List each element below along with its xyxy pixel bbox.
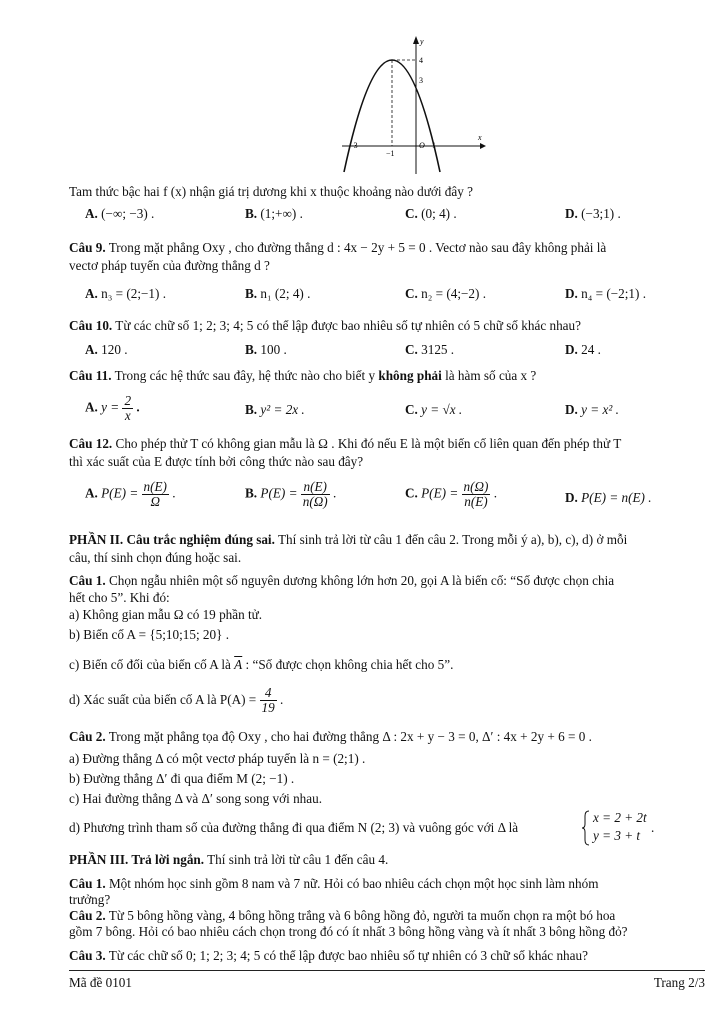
p2-c2-a: a) Đường thẳng Δ có một vectơ pháp tuyến là n = (2;1) .: [69, 751, 366, 766]
label-origin: O: [419, 141, 425, 150]
q11-stem: Câu 11. Trong các hệ thức sau đây, hệ thức nào cho biết y không phải là hàm số của x ?: [69, 368, 537, 383]
q12-option-d: D. P(E) = n(E) .: [565, 490, 652, 505]
q10-option-a: A. 120 .: [85, 342, 128, 357]
x-axis-arrow: [480, 143, 486, 149]
label-y3: 3: [419, 76, 423, 85]
part2-heading-2: câu, thí sinh chọn đúng hoặc sai.: [69, 550, 242, 565]
p2-c2-b: b) Đường thẳng Δ′ đi qua điểm M (2; −1) .: [69, 771, 295, 786]
p2-c1-d: d) Xác suất của biến cố A là P(A) = $\frac{4}{19}$ .: [69, 685, 284, 716]
q10-option-d: D. 24 .: [565, 342, 601, 357]
p3-c2-stem-2: gồm 7 bông. Hỏi có bao nhiêu cách chọn trong đó có ít nhất 3 bông hồng vàng và ít nhất 3 bông hồng đỏ?: [69, 924, 628, 939]
part2-heading-1: PHẦN II. Câu trắc nghiệm đúng sai. Thí sinh trả lời từ câu 1 đến câu 2. Trong mỗi ý a), b), c), d) ở mỗi: [69, 532, 628, 547]
p2-c1-c: c) Biến cố đối của biến cố A là $\overline{A}$ : “Số được chọn không chia hết cho 5”.: [69, 657, 454, 672]
q8-option-d: D. (−3;1) .: [565, 206, 621, 221]
p3-c1-stem-1: Câu 1. Một nhóm học sinh gồm 8 nam và 7 nữ. Hỏi có bao nhiêu cách chọn một học sinh làm nhóm: [69, 876, 599, 891]
label-xm3: -3: [351, 141, 358, 150]
q9-option-b: B. n₁ (2; 4) .: [245, 286, 311, 301]
parabola-graph: [340, 34, 490, 176]
q10-stem: Câu 10. Từ các chữ số 1; 2; 3; 4; 5 có thể lập được bao nhiêu số tự nhiên có 5 chữ số khác nhau?: [69, 318, 581, 333]
q9-option-c: C. n₂ = (4;−2) .: [405, 286, 487, 301]
p3-c1-stem-2: trưởng?: [69, 892, 111, 907]
y-axis-arrow: [413, 36, 419, 44]
label-xm1: −1: [386, 149, 395, 158]
q11-option-b: B. y² = 2x .: [245, 402, 305, 417]
footer-rule: [69, 970, 705, 971]
p2-c1-b: b) Biến cố A = {5;10;15; 20} .: [69, 627, 230, 642]
p2-c1-stem-2: hết cho 5”. Khi đó:: [69, 590, 170, 605]
q11-option-c: C. y = √x .: [405, 402, 463, 417]
q10-options: [85, 342, 685, 362]
p2-c2-d: d) Phương trình tham số của đường thẳng đi qua điểm N (2; 3) và vuông góc với Δ là x = 2 + 2t y = 3 + t .: [69, 808, 693, 848]
q8-options: [85, 206, 685, 226]
q11-options: [85, 394, 685, 430]
q12-option-b: B. P(E) = $\frac{n(E)}{n(\Omega)}$ .: [245, 479, 337, 509]
p2-c1-stem-1: Câu 1. Chọn ngẫu nhiên một số nguyên dương không lớn hơn 20, gọi A là biến cố: “Số được chọn chia: [69, 573, 615, 588]
p2-c2-c: c) Hai đường thẳng Δ và Δ′ song song với nhau.: [69, 791, 323, 806]
q11-option-d: D. y = x² .: [565, 402, 619, 417]
x-axis-label: x: [478, 133, 482, 142]
q9-option-d: D. n₄ = (−2;1) .: [565, 286, 647, 301]
label-x1: 1: [432, 141, 436, 150]
q8-option-c: C. (0; 4) .: [405, 206, 457, 221]
q12-option-c: C. P(E) = $\frac{n(\Omega)}{n(E)}$ .: [405, 479, 498, 509]
q10-option-c: C. 3125 .: [405, 342, 455, 357]
q8-stem: Tam thức bậc hai f (x) nhận giá trị dương khi x thuộc khoảng nào dưới đây ?: [69, 184, 473, 199]
q9-options: [85, 286, 685, 306]
q8-option-a: A. (−∞; −3) .: [85, 206, 155, 221]
q8-option-b: B. (1;+∞) .: [245, 206, 303, 221]
p2-c2-stem: Câu 2. Trong mặt phẳng tọa độ Oxy , cho hai đường thẳng Δ : 2x + y − 3 = 0, Δ′ : 4x + 2y + 6 = 0 .: [69, 729, 592, 744]
footer-page-number: Trang 2/3: [653, 975, 705, 990]
p3-c3-stem: Câu 3. Từ các chữ số 0; 1; 2; 3; 4; 5 có thể lập được bao nhiêu số tự nhiên có 3 chữ số khác nhau?: [69, 948, 588, 963]
q12-stem-2: thì xác suất của E được tính bởi công thức nào sau đây?: [69, 454, 364, 469]
q11-option-a: A. y = $\frac{2}{x}$ .: [85, 393, 140, 423]
system-brace: [581, 810, 591, 846]
footer-exam-code: Mã đề 0101: [69, 975, 132, 990]
q10-option-b: B. 100 .: [245, 342, 287, 357]
p3-c2-stem-1: Câu 2. Từ 5 bông hồng vàng, 4 bông hồng trắng và 6 bông hồng đỏ, người ta muốn chọn ra một bó hoa: [69, 908, 616, 923]
q9-stem-1: Câu 9. Trong mặt phẳng Oxy , cho đường thẳng d : 4x − 2y + 5 = 0 . Vectơ nào sau đây không phải là: [69, 240, 607, 255]
q12-options: [85, 480, 685, 520]
q12-option-a: A. P(E) = $\frac{n(E)}{\Omega}$ .: [85, 479, 176, 509]
y-axis-label: y: [420, 37, 424, 46]
q12-stem-1: Câu 12. Cho phép thử T có không gian mẫu là Ω . Khi đó nếu E là một biến cố liên quan đến phép thử T: [69, 436, 622, 451]
q9-option-a: A. n₃ = (2;−1) .: [85, 286, 167, 301]
q9-stem-2: vectơ pháp tuyến của đường thẳng d ?: [69, 258, 270, 273]
part3-heading: PHẦN III. Trả lời ngắn. Thí sinh trả lời từ câu 1 đến câu 4.: [69, 852, 389, 867]
label-y4: 4: [419, 56, 423, 65]
p2-c1-a: a) Không gian mẫu Ω có 19 phần tử.: [69, 607, 263, 622]
